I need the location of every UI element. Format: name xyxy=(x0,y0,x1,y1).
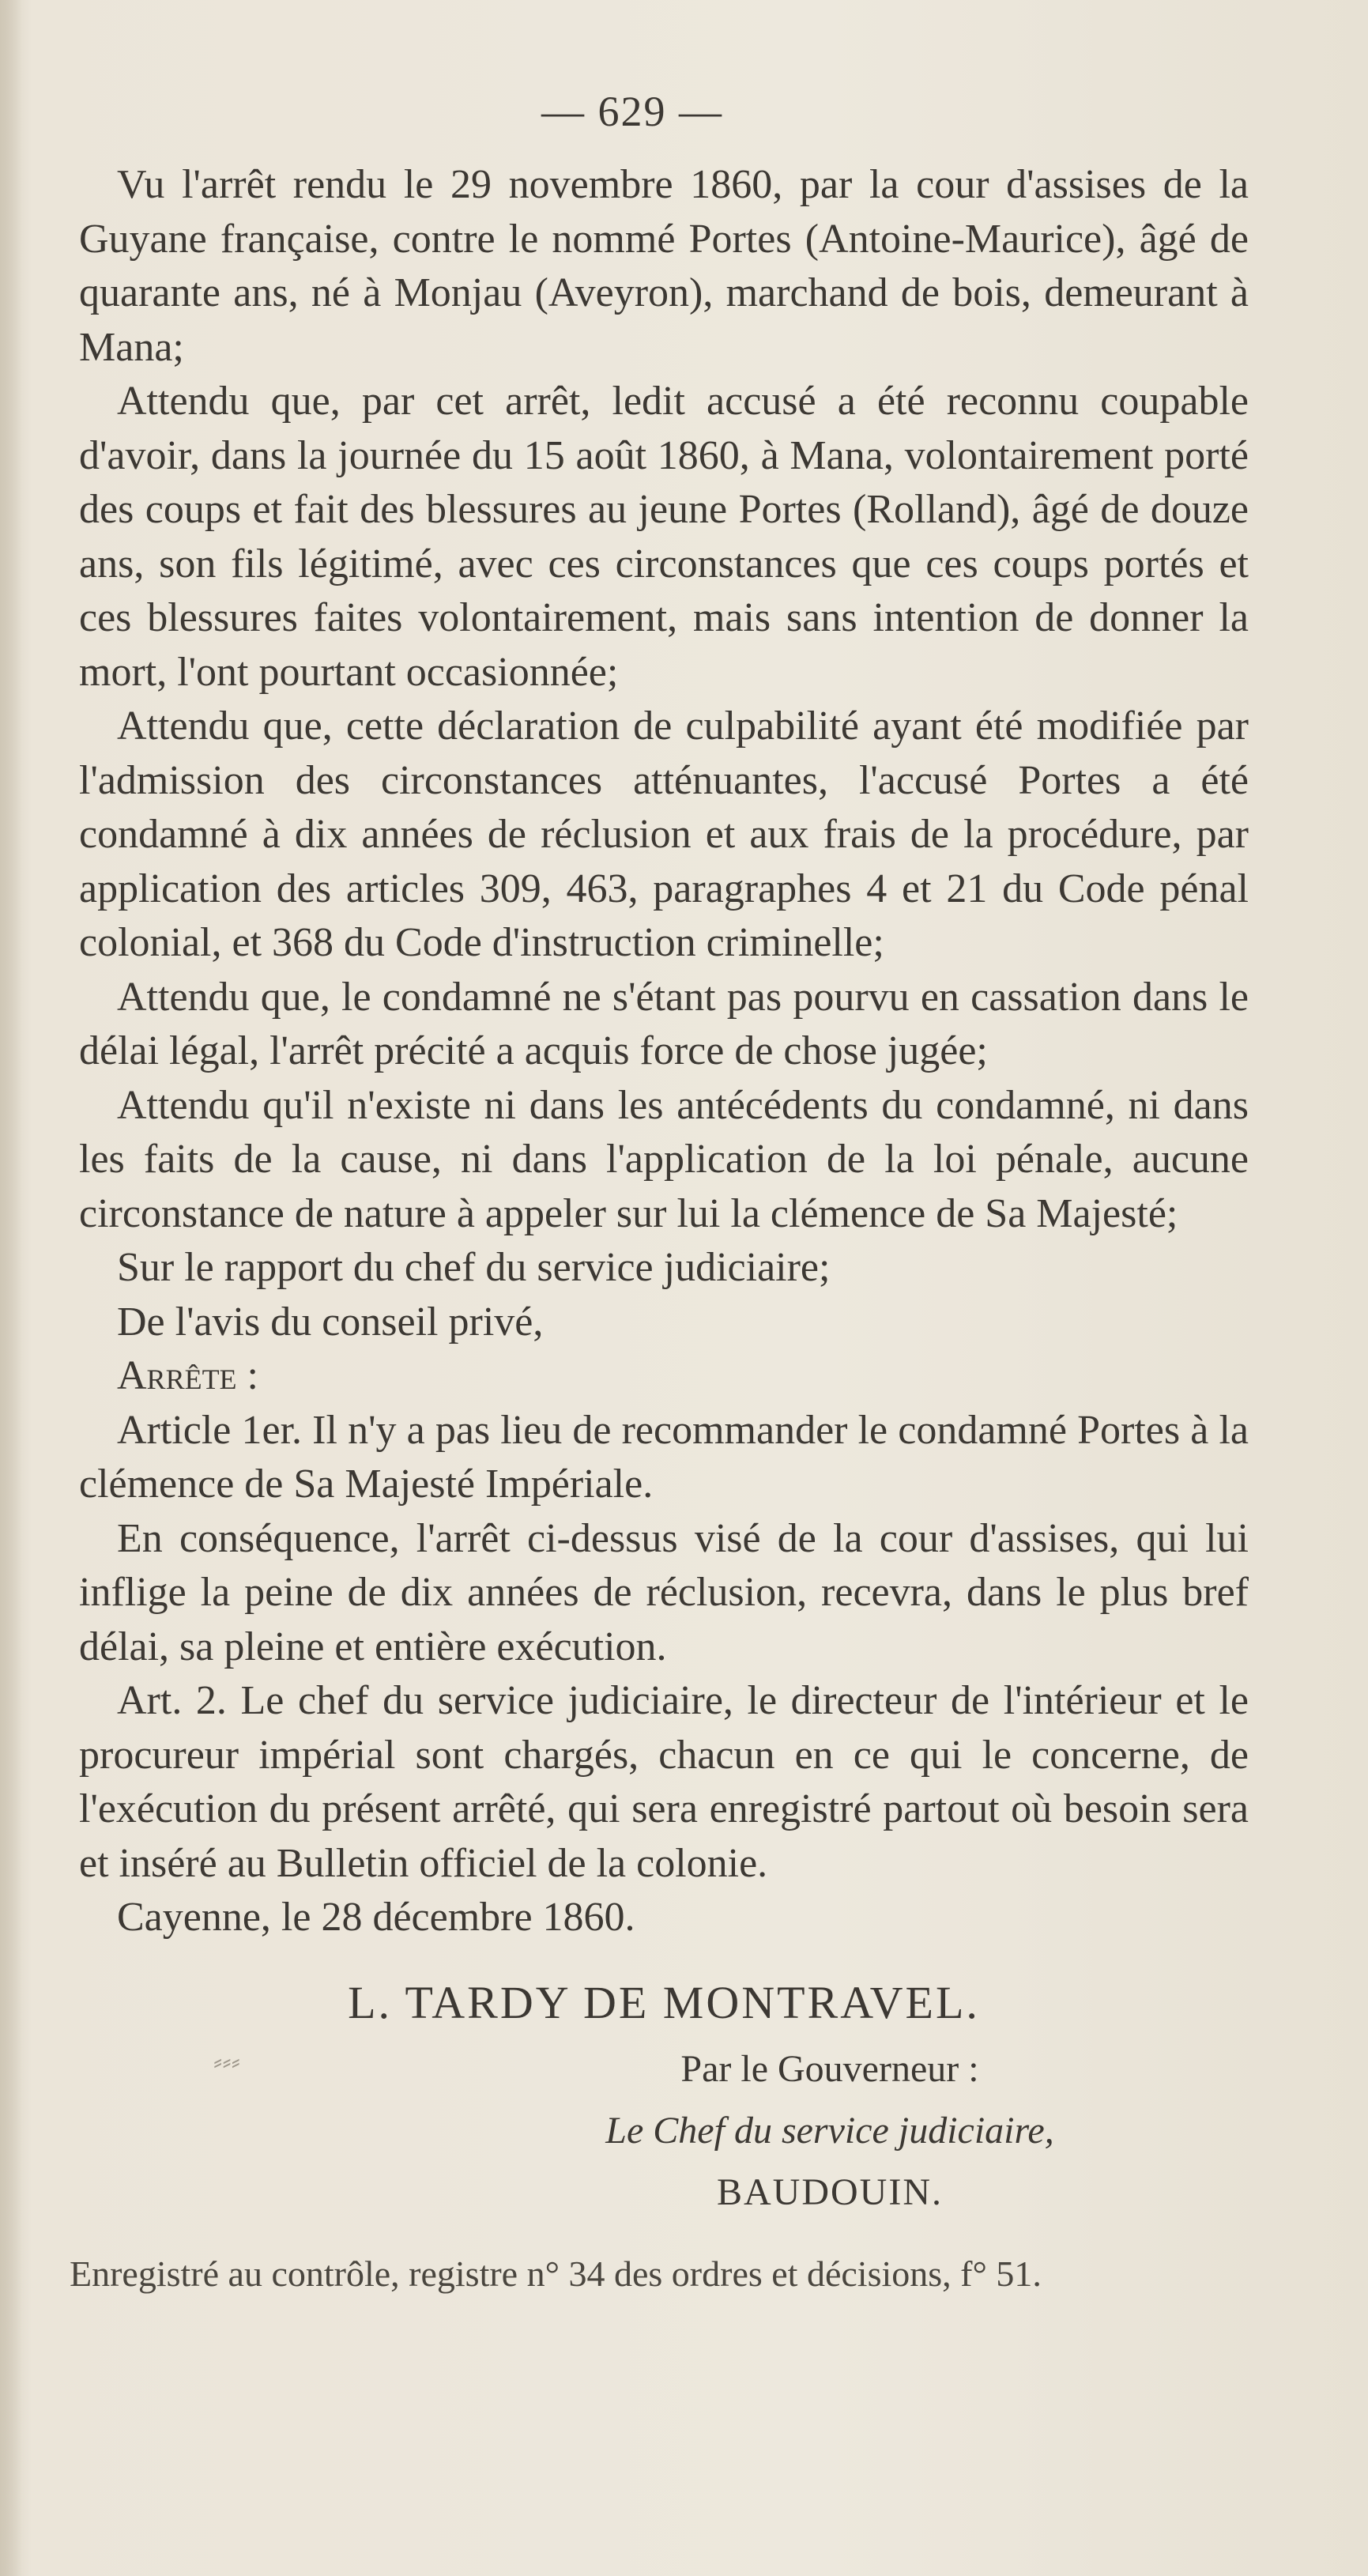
faint-mark: ⸗⸗⸗ xyxy=(213,2047,240,2076)
paragraph-attendu-1: Attendu que, par cet arrêt, ledit accusé a été reconnu coupable d'avoir, dans la journée du 15 août 1860, à Mana, volontairement porté des coups et fait des blessures au jeune Portes (Rolland), âgé de douze ans, son fils légitimé, avec ces circonstances que ces coups portés et ces blessures faites volontairement, mais sans intention de donner la mort, l'ont pourtant occasionnée; xyxy=(79,379,1249,695)
by-governor: Par le Gouverneur : xyxy=(680,2048,979,2090)
page-gutter-shadow xyxy=(0,0,22,2576)
heading-arrete: Arrête : xyxy=(117,1353,258,1398)
article-1: Article 1er. Il n'y a pas lieu de recommander le condamné Portes à la clémence de Sa Majesté Impériale. xyxy=(79,1407,1249,1507)
paragraph-vu: Vu l'arrêt rendu le 29 novembre 1860, par la cour d'assises de la Guyane française, contre le nommé Portes (Antoine-Maurice), âgé de quarante ans, né à Monjau (Aveyron), marchand de bois, demeurant à Mana; xyxy=(79,162,1249,370)
paragraph-consequence: En conséquence, l'arrêt ci-dessus visé de la cour d'assises, qui lui inflige la peine de dix années de réclusion, recevra, dans le plus bref délai, sa pleine et entière exécution. xyxy=(79,1515,1249,1669)
page-number: — 629 — xyxy=(541,88,723,135)
decree-body xyxy=(79,158,1249,1945)
paragraph-attendu-2: Attendu que, cette déclaration de culpabilité ayant été modifiée par l'admission des circonstances atténuantes, l'accusé Portes a été condamné à dix années de réclusion et aux frais de la procédure, par application des articles 309, 463, paragraphes 4 et 21 du Code pénal colonial, et 368 du Code d'instruction criminelle; xyxy=(79,703,1249,965)
paragraph-rapport: Sur le rapport du chef du service judiciaire; xyxy=(117,1245,831,1290)
signature-name: L. TARDY DE MONTRAVEL. xyxy=(348,1977,980,2028)
paragraph-avis: De l'avis du conseil privé, xyxy=(117,1299,544,1345)
paragraph-attendu-4: Attendu qu'il n'existe ni dans les antécédents du condamné, ni dans les faits de la cause, ni dans l'application de la loi pénale, aucune circonstance de nature à appeler sur lui la clémence de Sa Majesté; xyxy=(79,1082,1249,1236)
date-line: Cayenne, le 28 décembre 1860. xyxy=(117,1895,635,1940)
article-2: Art. 2. Le chef du service judiciaire, le directeur de l'intérieur et le procureur impérial sont chargés, chacun en ce qui le concerne, de l'exécution du présent arrêté, qui sera enregistré partout où besoin sera et inséré au Bulletin officiel de la colonie. xyxy=(79,1678,1249,1886)
registration-note: Enregistré au contrôle, registre n° 34 des ordres et décisions, f° 51. xyxy=(70,2254,1042,2294)
chef-name: BAUDOUIN. xyxy=(717,2171,943,2213)
paragraph-attendu-3: Attendu que, le condamné ne s'étant pas pourvu en cassation dans le délai légal, l'arrêt précité a acquis force de chose jugée; xyxy=(79,974,1249,1073)
chef-title: Le Chef du service judiciaire, xyxy=(605,2110,1054,2152)
